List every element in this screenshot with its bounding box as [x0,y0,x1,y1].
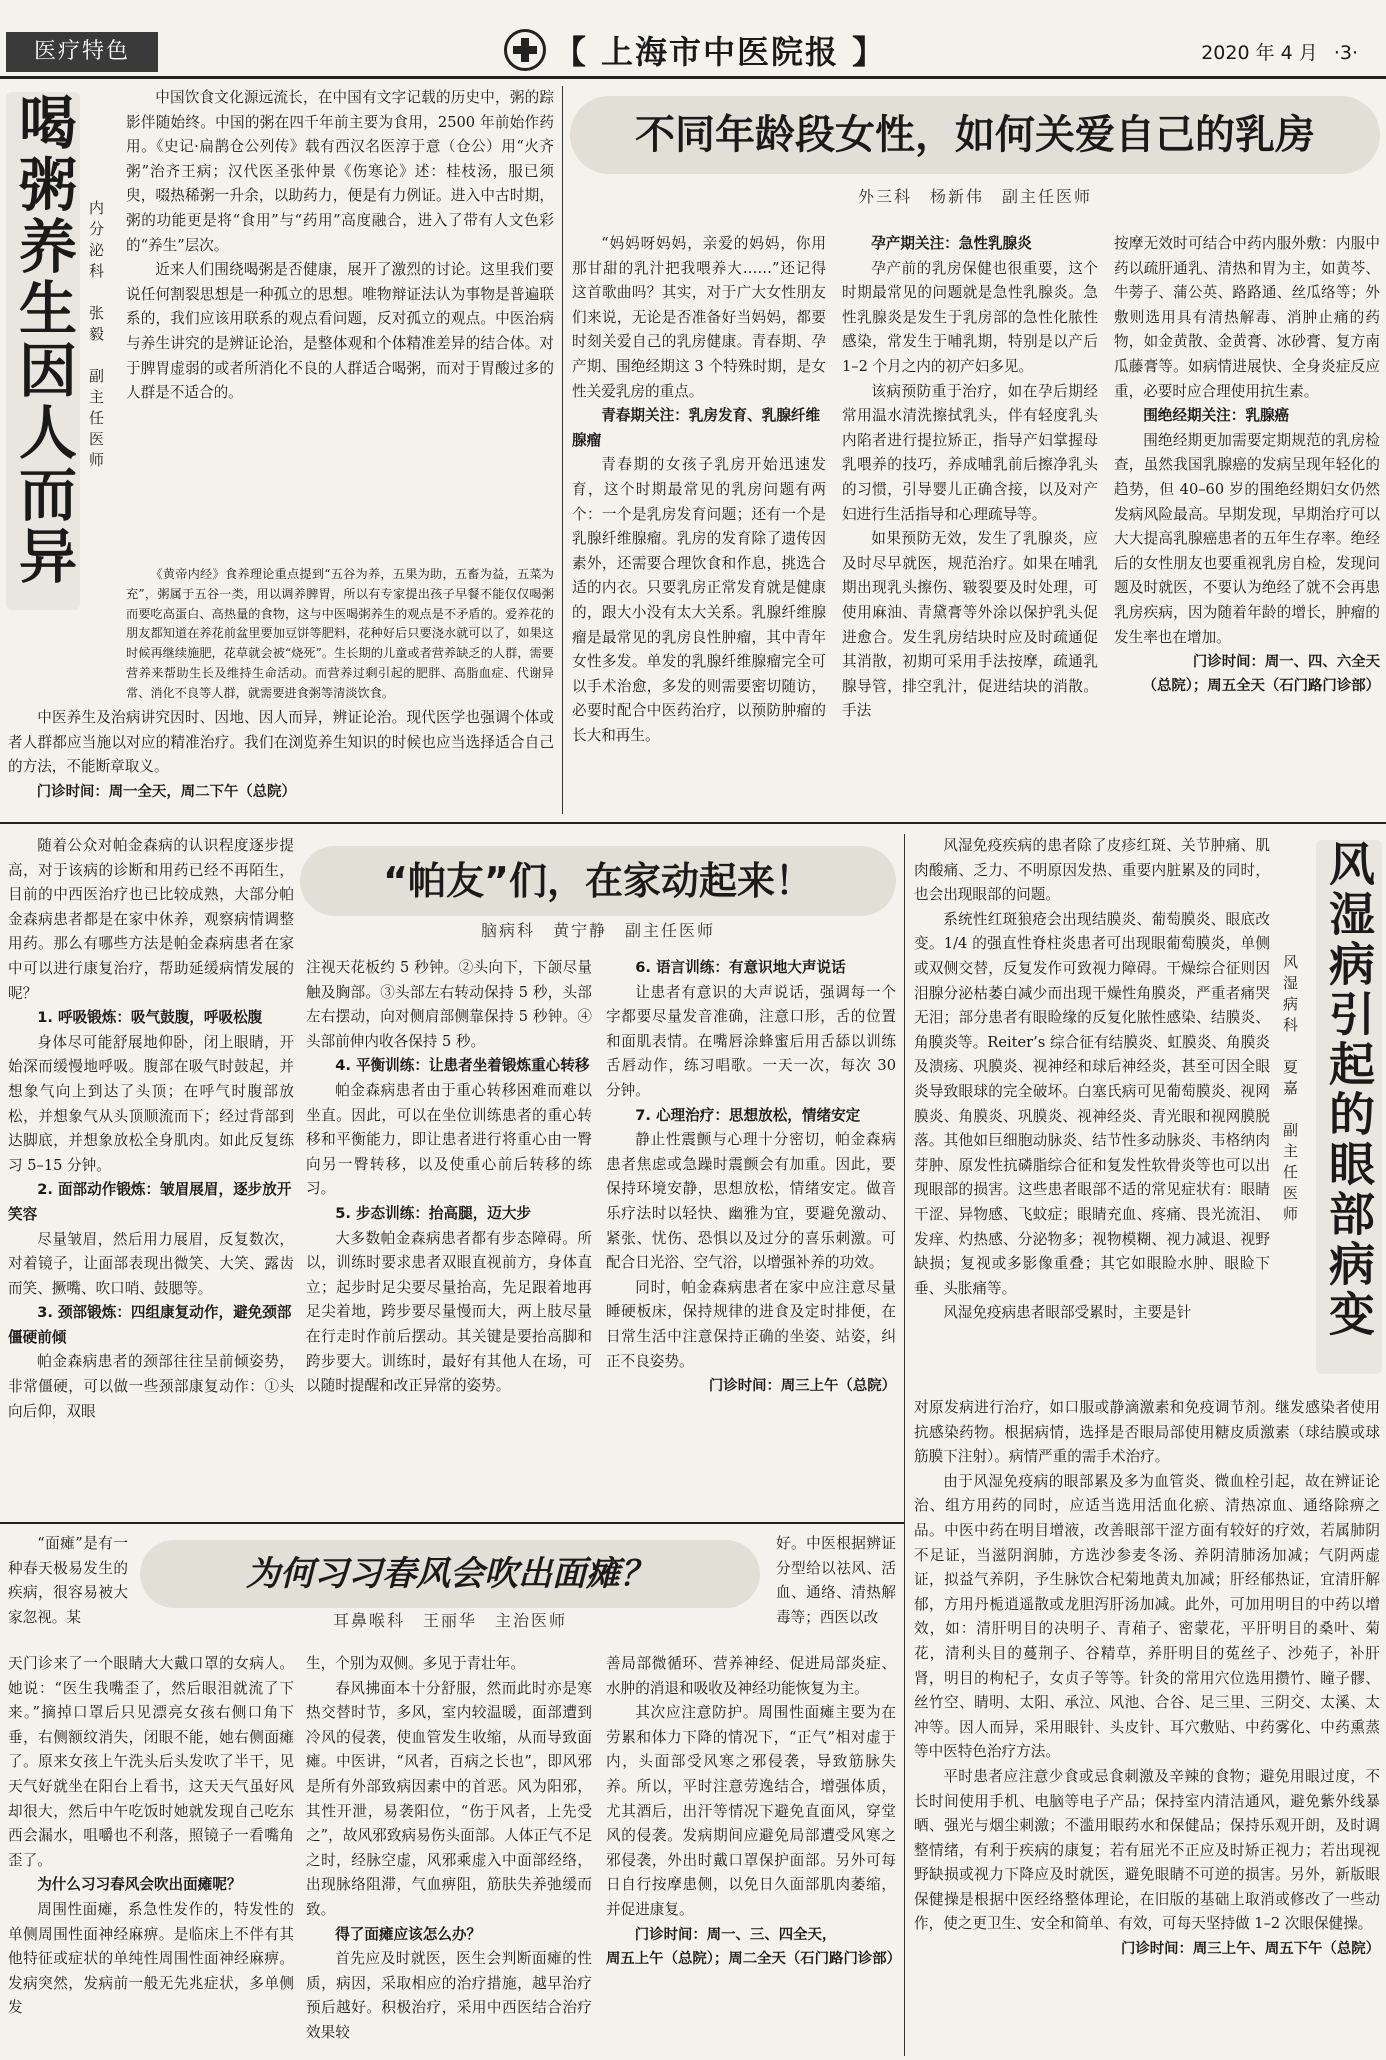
issue-date [1201,38,1358,65]
parkinson-sub-2: 2. 面部动作锻炼：皱眉展眉，逐步放开笑容 [8,1181,292,1223]
parkinson-para-3: 帕金森病患者的颈部往往呈前倾姿势，非常僵硬，可以做一些颈部康复动作：①头向后仰，双眼 [8,1353,294,1420]
mid-rule-1 [0,822,1386,824]
breast-clinic-2: （总院）；周五全天（石门路门诊部） [1142,678,1380,695]
palsy-title: 为何习习春风会吹出面瘫？ [246,1554,654,1594]
palsy-para-7: 其次应注意防护。周围性面瘫主要为在劳累和体力下降的情况下，“正气”相对虚于内，头面部受风寒之邪侵袭，导致筋脉失养。所以，平时注意劳逸结合，增强体质，尤其酒后，出汗等情况下避免直面风，穿堂风的侵袭。发病期间应避免局部遭受风寒之邪侵袭，外出时戴口罩保护面部。另外可每日自行按摩患侧，以免日久面部肌肉萎缩，并促进康复。 [606,1704,896,1918]
palsy-para-5: 首先应及时就医，医生会判断面瘫的性质，病因，采取相应的治疗措施，越早治疗预后越好。积极治疗，采用中西医结合治疗效果较 [306,1950,592,2041]
breast-author: 外三科 杨新伟 副主任医师 [857,187,1092,206]
parkinson-sub-7: 7. 心理治疗：思想放松，情绪安定 [635,1106,861,1124]
parkinson-para-5: 大多数帕金森病患者都有步态障碍。所以，训练时要求患者双眼直视前方，身体直立；起步时足尖要尽量抬高，先足跟着地再足尖着地，跨步要尽量慢而大，两上肢尽量在行走时作前后摆动。其关键是要抬高脚和跨步要大。训练时，最好有其他人在场，可以随时提醒和改正异常的姿势。 [306,1229,592,1395]
eye-col-narrow [914,834,1270,1326]
parkinson-col-3 [606,956,896,1398]
parkinson-para-1: 身体尽可能舒展地仰卧，闭上眼睛，开始深而缓慢地呼吸。腹部在吸气时鼓起，并想象气向上到达了头顶；在呼气时腹部放松，并想象气从头顶顺流而下；经过背部到达脚底，并想象放松全身肌肉。如此反复练习 5–15 分钟。 [8,1033,294,1174]
porridge-author: 内分泌科 张毅 副主任医师 [87,200,105,473]
column-divider [562,86,563,814]
palsy-lead [8,1532,128,1630]
porridge-tail [8,706,554,804]
palsy-para-1: 天门诊来了一个眼睛大大戴口罩的女病人。她说：“医生我嘴歪了，然后眼泪就流了下来。”摘掉口罩后只见漂亮女孩右侧口角下垂，右侧额纹消失，闭眼不能，她右侧面瘫了。原来女孩上午洗头后头发吹了半干，见天气好就坐在阳台上看书，这天天气虽好风却很大，然后中午吃饭时她就发现自己吃东西会漏水，咀嚼也不利落，照镜子一看嘴角歪了。 [8,1655,294,1869]
section-tab: 医疗特色 [6,32,158,72]
breast-sub-menopause: 围绝经期关注：乳腺癌 [1143,407,1290,425]
eye-para-5: 由于风湿免疫病的眼部累及多为血管炎、微血栓引起，故在辨证论治、组方用药的同时，应适当选用活血化瘀、清热凉血、通络除痹之品。中医中药在明目增液，改善眼部干涩方面有较好的疗效，若属肺阴不足证，当滋阴润肺，方选沙参麦冬汤、养阴清肺汤加减；气阴两虚证，拟益气养阴，予生脉饮合杞菊地黄丸加减；肝经郁热证，宜清肝解郁，方用丹栀逍遥散或龙胆泻肝汤加减。此外，可加用明目的中药以增效，如：清肝明目的决明子、青葙子、密蒙花，平肝明目的桑叶、菊花，清利头目的蔓荆子、谷精草，养肝明目的菟丝子、沙苑子，补肝肾，明目的枸杞子，女贞子等等。针灸的常用穴位选用攒竹、瞳子髎、丝竹空、睛明、太阳、承泣、风池、合谷、足三里、三阴交、太溪、太冲等。因人而异，采用眼针、头皮针、耳穴敷贴、中药雾化、中药熏蒸等中医特色治疗方法。 [914,1472,1380,1761]
eye-author: 风湿病科 夏嘉 副主任医师 [1281,954,1299,1227]
parkinson-title: “帕友”们，在家动起来！ [383,859,813,903]
palsy-sub-what: 得了面瘫应该怎么办？ [335,1925,482,1943]
parkinson-para-7: 静止性震颤与心理十分密切，帕金森病患者焦虑或急躁时震颤会有加重。因此，要保持环境安静，思想放松，情绪安定。做音乐疗法时以轻快、幽雅为宜，要避免激动、紧张、忧伤、恐惧以及过分的喜乐刺激。可配合日光浴、空气浴，以增强补养的功效。 [606,1131,896,1272]
masthead [500,24,890,76]
date: 2020 年 4 月 [1201,42,1318,64]
palsy-clinic-1: 门诊时间：周一、三、四全天， [634,1926,837,1943]
breast-para-pregnancy-2: 该病预防重于治疗，如在孕后期经常用温水清洗擦拭乳头，伴有轻度乳头内陷者进行提拉矫正，指导产妇掌握母乳喂养的技巧，养成哺乳前后擦净乳头的习惯，引导婴儿正确含接，以及对产妇进行生活指导和心理疏导等。 [842,382,1098,523]
palsy-col-2 [306,1652,592,2046]
palsy-para-top: 好。中医根据辨证分型给以祛风、活血、通络、清热解毒等；西医以改 [776,1535,896,1626]
breast-para-menopause: 围绝经期更加需要定期规范的乳房检查，虽然我国乳腺癌的发病呈现年轻化的趋势，但 40–60 岁的围绝经期妇女仍然发病风险最高。早期发现，早期治疗可以大大提高乳腺癌患者的五年生存率。绝经后的女性朋友也要重视乳房自检，发现问题及时就医，不要认为绝经了就不会再患乳房疾病，因为随着年龄的增长，肿瘤的发生率也在增加。 [1114,431,1380,646]
breast-para-youth: 青春期的女孩子乳房开始迅速发育，这个时期最常见的乳房问题有两个：一个是乳房发育问题；还有一个是乳腺纤维腺瘤。乳房的发育除了遗传因素外，还需要合理饮食和作息，挑选合适的内衣。只要乳房正常发育就是健康的，跟大小没有太大关系。乳腺纤维腺瘤是最常见的乳房良性肿瘤，其中青年女性多发。单发的乳腺纤维腺瘤完全可以手术治愈，多发的则需要密切随访，必要时配合中医药治疗，以预防肿瘤的长大和再生。 [572,456,826,744]
parkinson-para-neck: 注视天花板约 5 秒钟。②头向下，下颌尽量触及胸部。③头部左右转动保持 5 秒，头部左右摆动，向对侧肩部侧靠保持 5 秒钟。④头部前伸内收各保持 5 秒。 [306,959,592,1050]
palsy-clinic-2: 周五上午（总院）；周二全天（石门路门诊部） [606,1950,902,1967]
palsy-para-4: 春风拂面本十分舒服，然而此时亦是寒热交替时节，多风，室内较温暖，面部遭到冷风的侵袭，使血管发生收缩，从而导致面瘫。中医讲，“风者，百病之长也”，即风邪是所有外部致病因素中的首恶。风为阳邪，其性开泄，易袭阳位，“伤于风者，上先受之”，故风邪致病易伤头面部。人体正气不足之时，经脉空虚，风邪乘虚入中面部经络，出现脉络阻滞，气血痹阻，筋肤失养弛缓而致。 [306,1679,592,1918]
breast-para-pregnancy-1: 孕产前的乳房保健也很重要，这个时期最常见的问题就是急性乳腺炎。急性乳腺炎是发生于乳房部的急性化脓性感染，常发生于哺乳期，特别是以产后 1–2 个月之内的初产妇多见。 [842,259,1098,375]
breast-title-box [570,96,1380,174]
palsy-title-box [140,1540,760,1608]
palsy-lead-text: “面瘫”是有一种春天极易发生的疾病，很容易被大家忽视。某 [8,1535,128,1626]
porridge-clinic: 门诊时间：周一全天，周二下午（总院） [36,783,296,800]
eye-para-3: 风湿免疫病患者眼部受累时，主要是针 [943,1304,1192,1322]
eye-title: 风湿病引起的眼部病变 [1316,840,1382,1374]
palsy-author: 耳鼻喉科 王丽华 主治医师 [332,1611,567,1630]
palsy-col-3-top [776,1532,896,1630]
porridge-para-2: 近来人们围绕喝粥是否健康，展开了激烈的讨论。这里我们要说任何割裂思想是一种孤立的思想。唯物辩证法认为事物是普遍联系的，我们应该用联系的观点看问题，反对孤立的观点。中医治病与养生讲究的是辨证论治，是整体观和个体精准差异的结合体。对于脾胃虚弱的或者所消化不良的人群适合喝粥，而对于胃酸过多的人群是不适合的。 [126,261,554,402]
breast-para-pregnancy-3: 如果预防无效，发生了乳腺炎，应及时尽早就医，规范治疗。如果在哺乳期出现乳头擦伤、皲裂要及时处理，可使用麻油、青黛膏等外涂以保护乳头促进愈合。发生乳房结块时应及时疏通促其消散，初期可采用手法按摩，疏通乳腺导管，排空乳汁，促进结块的消散。手法 [842,530,1098,720]
breast-col-1 [572,232,826,748]
masthead-title: 【 上海市中医院报 】 [553,33,887,71]
porridge-para-3: 《黄帝内经》食养理论重点提到“五谷为养，五果为助，五畜为益，五菜为充”，粥属于五谷一类，用以调养脾胃，所以有专家提出孩子早餐不能仅仅喝粥而要吃高蛋白、高热量的食物，这与中医喝粥养生的观点是不矛盾的。爱养花的朋友都知道在养花前盆里要加豆饼等肥料，花种好后只要浇水就可以了，如果这时候再继续施肥，花草就会被“烧死”。生长期的儿童或者营养缺乏的人群，需要营养来帮助生长及维持生命活动。而营养过剩引起的肥胖、高脂血症、代谢异常、消化不良等人群，就需要进食粥等清淡饮食。 [126,567,554,700]
parkinson-sub-4: 4. 平衡训练：让患者坐着锻炼重心转移 [335,1057,590,1075]
breast-col-2 [842,232,1098,724]
palsy-para-6: 善局部微循环、营养神经、促进局部炎症、水肿的消退和吸收及神经功能恢复为主。 [606,1655,896,1697]
eye-para-1: 风湿免疫疾病的患者除了皮疹红斑、关节肿痛、肌肉酸痛、乏力、不明原因发热、重要内脏累及的同时，也会出现眼部的问题。 [914,837,1270,904]
breast-col-3 [1114,232,1380,698]
parkinson-para-8: 同时，帕金森病患者在家中应注意尽量睡硬板床，保持规律的进食及定时排便，在日常生活中注意保持正确的坐姿、站姿，纠正不良姿势。 [606,1278,896,1370]
parkinson-title-box [300,846,896,916]
breast-clinic-1: 门诊时间：周一、四、六全天 [1192,654,1380,671]
eye-para-4: 对原发病进行治疗，如口服或静滴激素和免疫调节剂。继发感染者使用抗感染药物。根据病情，选择是否眼局部使用糖皮质激素（球结膜或球筋膜下注射）。病情严重的需手术治疗。 [914,1399,1380,1466]
palsy-sub-why: 为什么习习春风会吹出面瘫呢？ [37,1876,242,1894]
porridge-para-4: 中医养生及治病讲究因时、因地、因人而异，辨证论治。现代医学也强调个体或者人群都应当施以对应的精准治疗。我们在浏览养生知识的时候也应当选择适合自己的方法，不能断章取义。 [8,709,554,776]
parkinson-para-6: 让患者有意识的大声说话，强调每一个字都要尽量发音准确，注意口形，舌的位置和面肌表情。在嘴唇涂蜂蜜后用舌舔以训练舌唇动作，练习唱歌。一天一次，每次 30 分钟。 [606,983,896,1099]
palsy-para-2: 周围性面瘫，系急性发作的，特发性的单侧周围性面神经麻痹。是临床上不伴有其他特征或症状的单纯性周围性面神经麻痹。发病突然，发病前一般无先兆症状，多单侧发 [8,1900,294,2017]
column-divider-2 [904,834,905,2056]
parkinson-sub-1: 1. 呼吸锻炼：吸气鼓腹，呼吸松腹 [37,1009,263,1027]
parkinson-para-4: 帕金森病患者由于重心转移困难而难以坐直。因此，可以在坐位训练患者的重心转移和平衡能力，即让患者进行将重心由一臀向另一臀转移，以及使重心前后转移的练习。 [306,1081,592,1198]
porridge-body-top [126,86,554,406]
breast-sub-pregnancy: 孕产期关注：急性乳腺炎 [871,235,1032,252]
eye-col-wide [914,1396,1380,1961]
palsy-col-3 [606,1652,902,1971]
porridge-para-1: 中国饮食文化源远流长，在中国有文字记载的历史中，粥的踪影伴随始终。中国的粥在四千年前主要为食用，2500 年前始作药用。《史记·扁鹊仓公列传》载有西汉名医淳于意（仓公）用“火齐粥”治齐王病；汉代医圣张仲景《伤寒论》述：桂枝汤，服已须臾，啜热稀粥一升余，以助药力，便是有力例证。进入中古时期，粥的功能更是将“食用”与“药用”高度融合，进入了带有人文色彩的“养生”层次。 [126,89,554,254]
palsy-col-1 [8,1652,294,2021]
parkinson-intro: 随着公众对帕金森病的认识程度逐步提高，对于该病的诊断和用药已经不再陌生，目前的中西医治疗也已比较成熟，大部分帕金森病患者都是在家中休养，观察病情调整用药。那么有哪些方法是帕金森病患者在家中可以进行康复治疗，帮助延缓病情发展的呢？ [8,837,294,1002]
header-rule [0,76,1386,79]
page-number: ·3· [1333,42,1358,64]
breast-para-treatment: 按摩无效时可结合中药内服外敷：内服中药以疏肝通乳、清热和胃为主，如黄芩、牛蒡子、蒲公英、路路通、丝瓜络等；外敷则选用具有清热解毒、消肿止痛的药物，如金黄散、金黄膏、冰砂膏、复方南瓜藤膏等。如病情进展快、全身炎症反应重，必要时应合理使用抗生素。 [1114,235,1380,400]
parkinson-sub-3: 3. 颈部锻炼：四组康复动作，避免颈部僵硬前倾 [8,1304,292,1346]
parkinson-author: 脑病科 黄宁静 副主任医师 [480,921,715,940]
eye-para-6: 平时患者应注意少食或忌食刺激及辛辣的食物；避免用眼过度，不长时间使用手机、电脑等电子产品；保持室内清洁通风，避免紫外线暴晒、强光与烟尘刺激；不滥用眼药水和保健品；保持乐观开朗，及时调整情绪，有利于疾病的康复；若有屈光不正应及时矫正视力；若出现视野缺损或视力下降应及时就医，避免眼睛不可逆的损害。另外，新版眼保健操是根据中医经络整体理论，在旧版的基础上取消或修改了一些动作，使之更卫生、安全和简单、有效，可每天坚持做 1–2 次眼保健操。 [914,1767,1380,1933]
parkinson-col-2 [306,956,592,1399]
parkinson-clinic: 门诊时间：周三上午（总院） [708,1378,896,1395]
parkinson-sub-5: 5. 步态训练：抬高腿，迈大步 [335,1204,532,1222]
parkinson-sub-6: 6. 语言训练：有意识地大声说话 [635,959,846,976]
breast-title: 不同年龄段女性，如何关爱自己的乳房 [635,112,1315,158]
porridge-continued [8,565,554,704]
breast-sub-youth: 青春期关注：乳房发育、乳腺纤维腺瘤 [572,407,821,449]
eye-para-2: 系统性红斑狼疮会出现结膜炎、葡萄膜炎、眼底改变。1/4 的强直性脊柱炎患者可出现眼葡萄膜炎，单侧或双侧交替，反复发作可致视力障碍。干燥综合征则因泪腺分泌枯萎白减少而出现干燥性角膜炎，严重者痛哭无泪；部分患者有眼睑缘的反复化脓性感染、结膜炎、角膜炎等。Reiter’s 综合征有结膜炎、虹膜炎、角膜炎及溃疡、巩膜炎、视神经和球后神经炎，甚至可因全眼炎导致眼球的完全破坏。白塞氏病可见葡萄膜炎、视网膜炎、角膜炎、巩膜炎、视神经炎、青光眼和视网膜脱落。其他如巨细胞动脉炎、结节性多动脉炎、韦格纳肉芽肿、原发性抗磷脂综合征和复发性软骨炎等也可以出现眼部的损害。这些患者眼部不适的常见症状有：眼睛干涩、异物感、飞蚊症；眼睛充血、疼痛、畏光流泪、发痒、灼热感、分泌物多；视物模糊、视力减退、视野缺损；复视或多影像重叠；其它如眼睑水肿、眼睑下垂、头胀痛等。 [914,910,1270,1297]
red-cross-icon [504,29,546,71]
mid-rule-2 [0,1522,904,1524]
palsy-para-3: 生，个别为双侧。多见于青壮年。 [306,1655,525,1672]
breast-intro: “妈妈呀妈妈，亲爱的妈妈，你用那甘甜的乳汁把我喂养大……”还记得这首歌曲吗？其实，对于广大女性朋友们来说，无论是否准备好当妈妈，都要时刻关爱自己的乳房健康。青春期、孕产期、围绝经期这 3 个特殊时期，是女性关爱乳房的重点。 [572,235,826,400]
parkinson-col-1 [8,834,294,1424]
parkinson-para-2: 尽量皱眉，然后用力展眉，反复数次，对着镜子，让面部表现出微笑、大笑、露齿而笑、撅嘴、吹口哨、鼓腮等。 [8,1230,294,1297]
porridge-title: 喝粥养生因人而异 [6,92,80,610]
eye-clinic: 门诊时间：周三上午、周五下午（总院） [1120,1941,1380,1958]
